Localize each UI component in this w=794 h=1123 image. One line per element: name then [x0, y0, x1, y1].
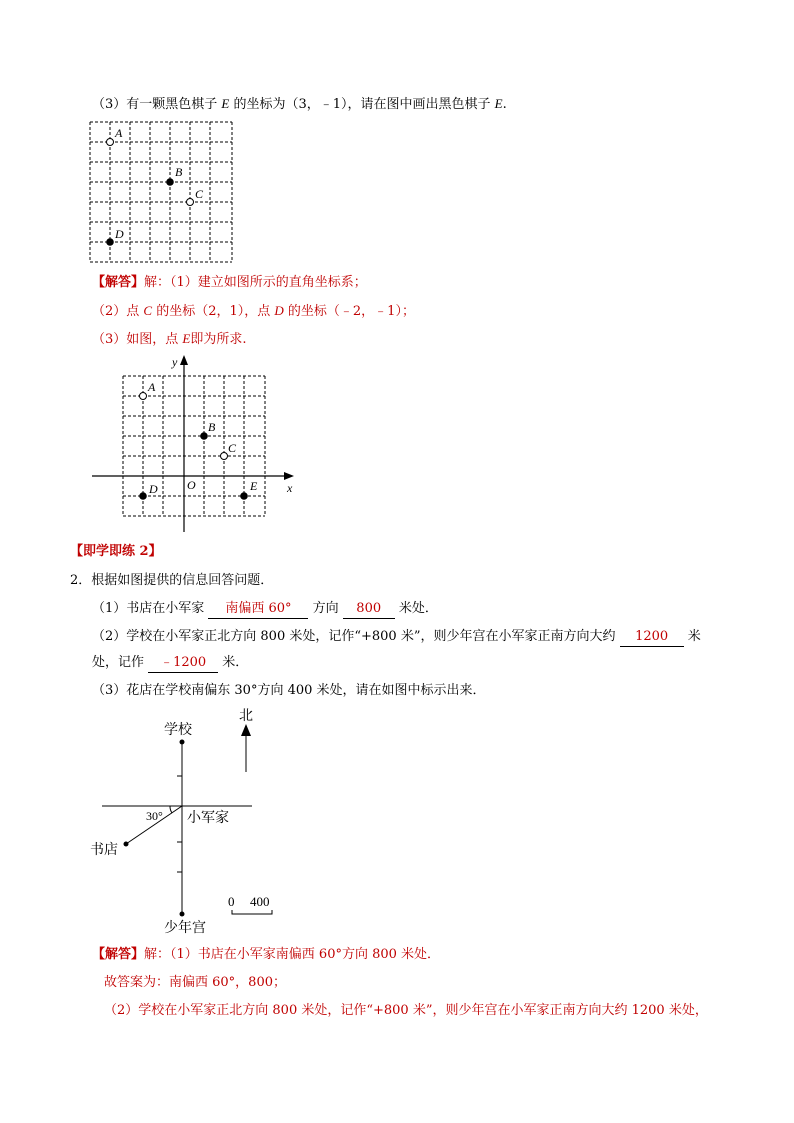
angle-arc	[170, 806, 172, 813]
solution-line-1: 解：（1）书店在小军家南偏西 60°方向 800 米处．	[144, 947, 441, 962]
label-c: C	[228, 441, 237, 455]
scale-400: 400	[250, 894, 270, 909]
answer3-a: （3）如图，点	[92, 332, 183, 347]
answer-tag: 【解答】	[92, 275, 145, 290]
var-e: E	[182, 331, 191, 346]
q1-part3-lead: （3）有一颗黑色棋子	[92, 97, 222, 112]
bookstore-point	[124, 842, 129, 847]
label-e: E	[250, 479, 258, 493]
bookstore-label: 书店	[90, 843, 118, 858]
solution-3: （2）学校在小军家正北方向 800 米处，记作“+800 米”，则少年宫在小军家正南方向大约 1200 米处，	[104, 1003, 708, 1018]
point-e-black	[240, 492, 248, 500]
q2-p2-a: （2）学校在小军家正北方向 800 米处，记作“+800 米”，则少年宫在小军家正南方向大约	[92, 629, 616, 644]
label-b: B	[208, 420, 216, 434]
answer-blank-distance-south: 1200	[620, 628, 684, 647]
q2-p1-c: 米处．	[398, 601, 438, 616]
answer-blank-direction: 南偏西 60°	[208, 600, 308, 619]
coordinate-figure	[88, 352, 300, 534]
point-c-white	[221, 453, 228, 460]
point-a-white	[140, 393, 147, 400]
q2-stem: 2．根据如图提供的信息回答问题．	[70, 573, 274, 588]
scale-zero: 0	[228, 894, 235, 909]
q2-p1-a: （1）书店在小军家	[92, 601, 205, 616]
scale-bar	[232, 910, 272, 914]
q2-part3: （3）花店在学校南偏东 30°方向 400 米处，请在如图中标示出来．	[92, 683, 486, 698]
answer-lead: 解：（1）建立如图所示的直角坐标系；	[144, 275, 367, 290]
school-label: 学校	[164, 723, 192, 738]
q2-part1	[92, 600, 438, 619]
point-d-black	[139, 492, 147, 500]
label-a: A	[148, 380, 156, 394]
q1-answer-1	[92, 274, 367, 292]
q2-p1-b: 方向	[312, 601, 339, 616]
q2-p2-b: 米	[687, 629, 701, 644]
answer2-c: 的坐标（﹣2，﹣1）；	[283, 304, 415, 319]
origin-label: O	[187, 478, 196, 492]
home-label: 小军家	[187, 811, 229, 826]
solution-2: 故答案为：南偏西 60°，800；	[104, 975, 286, 990]
var-d: D	[274, 303, 284, 318]
point-d-black	[106, 238, 114, 246]
section-title: 【即学即练 2】	[70, 544, 162, 559]
q2-p2-c: 处，记作	[92, 655, 145, 670]
grid-figure-1	[86, 118, 238, 268]
var-e: E	[494, 96, 503, 111]
point-b-black	[166, 178, 174, 186]
label-d: D	[115, 227, 124, 241]
label-d: D	[149, 482, 158, 496]
point-a-white	[107, 139, 114, 146]
x-axis-arrow	[284, 472, 294, 480]
label-b: B	[175, 165, 183, 179]
angle-label: 30°	[146, 809, 163, 823]
q1-answer-3	[92, 330, 247, 349]
y-axis-label: y	[172, 355, 178, 369]
point-c-white	[187, 199, 194, 206]
answer2-a: （2）点	[92, 304, 144, 319]
q1-part3-text	[92, 95, 507, 114]
q1-part3-mid: 的坐标为（3，﹣1），请在图中画出黑色棋子	[229, 97, 495, 112]
q2-p2-d: 米．	[222, 655, 249, 670]
q2-part2	[92, 628, 701, 647]
label-c: C	[195, 187, 204, 201]
answer-blank-distance: 800	[343, 600, 395, 619]
var-c: C	[143, 303, 153, 318]
answer-tag: 【解答】	[92, 947, 145, 962]
youth-palace-point	[180, 912, 185, 917]
answer-blank-record: ﹣1200	[148, 654, 218, 673]
x-axis-label: x	[287, 481, 293, 495]
direction-map	[84, 702, 304, 940]
label-a: A	[115, 126, 123, 140]
solution-1	[92, 946, 440, 964]
y-axis-arrow	[180, 355, 188, 365]
north-label: 北	[239, 709, 253, 724]
q1-part3-end: .	[502, 97, 507, 112]
answer3-b: 即为所求.	[190, 332, 247, 347]
q2-part2-cont	[92, 654, 248, 673]
north-arrow-icon	[241, 724, 251, 736]
youth-palace-label: 少年宫	[164, 921, 206, 936]
point-b-black	[200, 432, 208, 440]
var-e: E	[221, 96, 230, 111]
q1-answer-2	[92, 302, 415, 321]
answer2-b: 的坐标（2，1），点	[152, 304, 275, 319]
